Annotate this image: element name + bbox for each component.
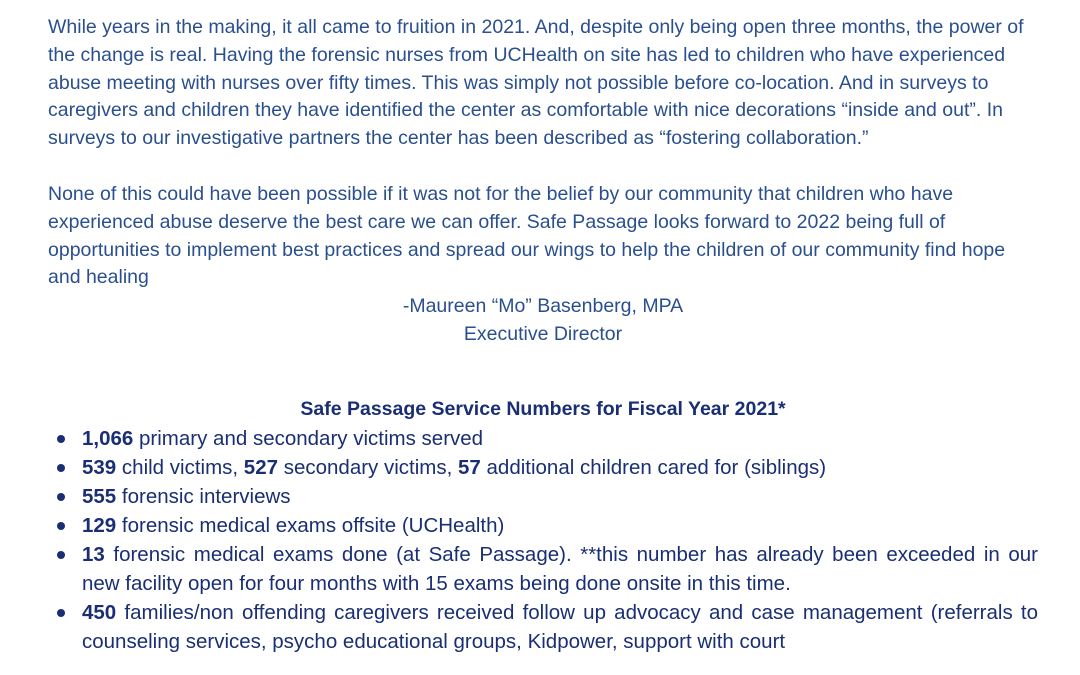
list-item [48,598,1038,656]
stat-number: 57 [458,456,481,480]
closing-paragraph: None of this could have been possible if it was not for the belief by our community that children who have experienced abuse deserve the best care we can offer. Safe Passage looks forward to 2022 being full of opportunities to implement best practices and spread our wings to help the children of our community find hope and healing [48,182,1006,289]
stats-heading: Safe Passage Service Numbers for Fiscal Year 2021* [300,398,786,421]
stat-number: 13 [82,543,105,567]
bullet-icon [57,435,65,443]
list-item [48,540,1038,598]
bullet-icon [57,609,65,617]
bullet-icon [57,464,65,472]
signature-name: -Maureen “Mo” Basenberg, MPA [402,295,684,318]
stat-number: 1,066 [82,427,134,451]
stat-text: primary and secondary victims served [133,427,484,451]
signature-title: Executive Director [463,323,623,346]
bullet-icon [57,551,65,559]
stat-number: 450 [82,601,117,625]
stat-number: 555 [82,485,117,509]
stat-number: 539 [82,456,117,480]
list-item [48,511,1038,540]
stat-text: additional children cared for (siblings) [480,456,827,480]
stat-text: secondary victims, [278,456,459,480]
bullet-icon [57,493,65,501]
stat-text: forensic medical exams done (at Safe Passage). **this number has already been exceeded in our new facility open for four months with 15 exams being done onsite in this time. [82,543,1038,596]
intro-paragraph: While years in the making, it all came to fruition in 2021. And, despite only being open three months, the power of the change is real. Having the forensic nurses from UCHealth on site has led to children who have experienced abuse meeting with nurses over fifty times. This was simply not possible before co-location. And in surveys to caregivers and children they have identified the center as comfortable with nice decorations “inside and out”. In surveys to our investigative partners the center has been described as “fostering collaboration.” [48,16,1024,150]
list-item [48,482,1038,511]
stats-list [48,424,1038,656]
bullet-icon [57,522,65,530]
stat-text: forensic medical exams offsite (UCHealth) [116,514,505,538]
stat-text: forensic interviews [116,485,291,509]
list-item [48,453,1038,482]
stat-number: 129 [82,514,117,538]
document-page [48,14,1038,656]
signature-block [48,292,1038,348]
stat-text: families/non offending caregivers received follow up advocacy and case management (referrals to counseling services, psycho educational groups, Kidpower, support with court [82,601,1038,654]
stat-number: 527 [243,456,279,480]
stat-text: child victims, [116,456,244,480]
list-item [48,424,1038,453]
